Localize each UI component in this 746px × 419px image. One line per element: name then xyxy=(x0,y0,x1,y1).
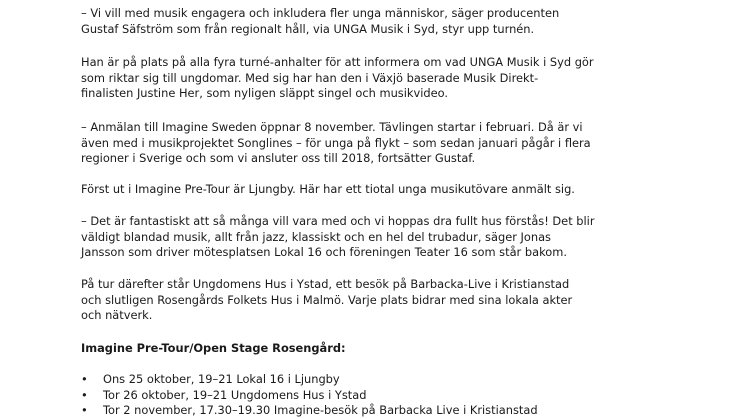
bullet-icon: • xyxy=(81,372,88,386)
text-line: finalisten Justine Her, som nyligen släppt singel och musikvideo. xyxy=(81,86,449,100)
text-line: och nätverk. xyxy=(81,308,153,322)
text-line: – Det är fantastiskt att så många vill vara med och vi hoppas dra fullt hus förstås! Det blir xyxy=(81,214,595,228)
paragraph-tour-info xyxy=(81,55,721,102)
paragraph-ljungby xyxy=(81,182,721,198)
schedule-list xyxy=(81,372,538,419)
schedule-heading: Imagine Pre-Tour/Open Stage Rosengård: xyxy=(81,341,346,355)
text-line: även med i musikprojektet Songlines – för unga på flykt – som sedan januari pågår i flera xyxy=(81,135,591,150)
text-line: På tur därefter står Ungdomens Hus i Ystad, ett besök på Barbacka-Live i Kristianstad xyxy=(81,277,570,291)
bullet-icon: • xyxy=(81,387,88,402)
text-line: Först ut i Imagine Pre-Tour är Ljungby. Här har ett tiotal unga musikutövare anmält sig. xyxy=(81,182,575,196)
text-line: Jansson som driver mötesplatsen Lokal 16 och föreningen Teater 16 som står bakom. xyxy=(81,245,567,259)
schedule-item-text: Tor 26 oktober, 19–21 Ungdomens Hus i Ystad xyxy=(103,387,367,402)
schedule-item xyxy=(81,403,538,419)
text-line: väldigt blandad musik, allt från jazz, klassiskt och en hel del trubadur, säger Jonas xyxy=(81,229,551,244)
schedule-item-text: Tor 2 november, 17.30–19.30 Imagine-besök på Barbacka Live i Kristianstad xyxy=(103,403,538,417)
text-line: som riktar sig till ungdomar. Med sig har han den i Växjö baserade Musik Direkt- xyxy=(81,70,539,85)
schedule-item-text: Ons 25 oktober, 19–21 Lokal 16 i Ljungby xyxy=(103,372,340,386)
text-line: Gustaf Säfström som från regionalt håll, via UNGA Musik i Syd, styr upp turnén. xyxy=(81,21,535,36)
schedule-item xyxy=(81,372,538,388)
bullet-icon: • xyxy=(81,403,88,417)
paragraph-registration xyxy=(81,120,721,167)
schedule-item xyxy=(81,388,538,404)
text-line: och slutligen Rosengårds Folkets Hus i Malmö. Varje plats bidrar med sina lokala akter xyxy=(81,292,573,307)
text-line: – Anmälan till Imagine Sweden öppnar 8 november. Tävlingen startar i februari. Då är vi xyxy=(81,120,583,134)
paragraph-next-stops xyxy=(81,277,721,324)
paragraph-producer-quote xyxy=(81,6,721,37)
text-line: Han är på plats på alla fyra turné-anhalter för att informera om vad UNGA Musik i Syd gör xyxy=(81,55,594,69)
paragraph-jonas-quote xyxy=(81,214,721,261)
text-line: regioner i Sverige och som vi ansluter oss till 2018, fortsätter Gustaf. xyxy=(81,151,476,165)
text-line: – Vi vill med musik engagera och inkludera fler unga människor, säger producenten xyxy=(81,6,560,20)
